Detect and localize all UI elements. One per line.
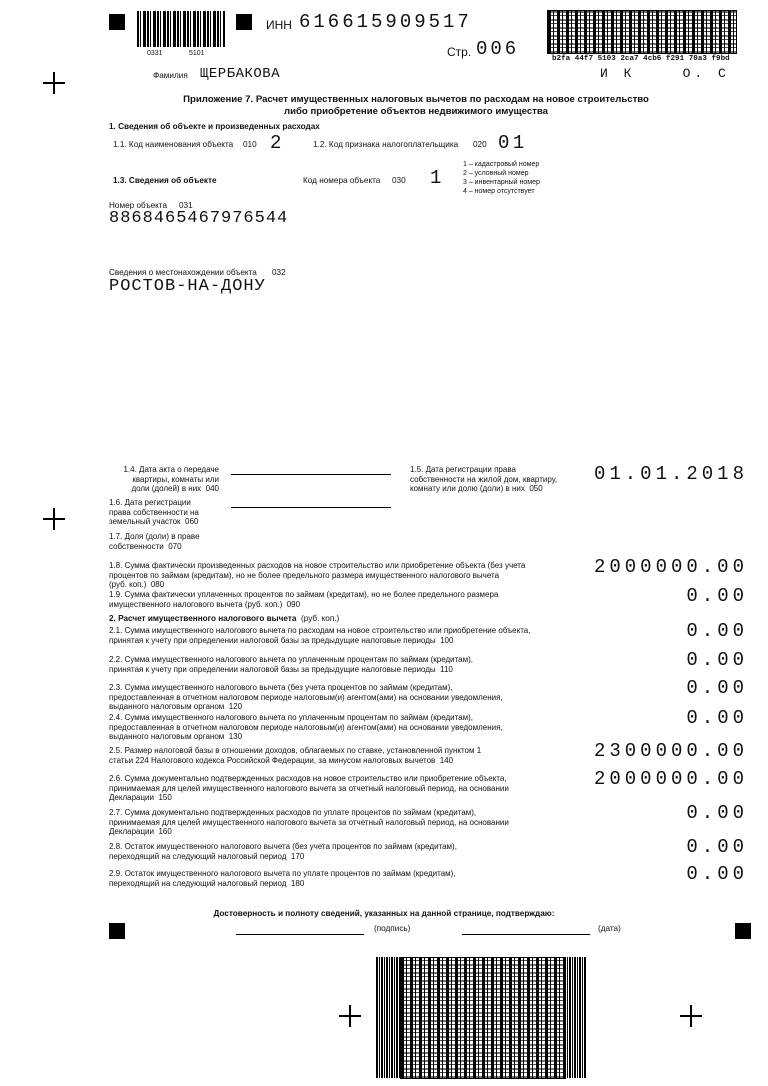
f010-label: 1.1. Код наименования объекта (113, 140, 234, 149)
f050-code: 050 (529, 484, 543, 494)
deduction-row-code: 140 (439, 755, 454, 765)
f050-value: 01.01.2018 (593, 463, 748, 485)
marker-square-bottom-right (735, 923, 751, 939)
f090-label-line: 1.9. Сумма фактически уплаченных процентов по займам (кредитам), но не более предельного размера (109, 590, 499, 599)
deduction-row-label-line: 2.8. Остаток имущественного налогового вычета (без учета процентов по займам (кредитам), (109, 842, 457, 851)
section13-heading: 1.3. Сведения об объекте (113, 176, 217, 185)
section1-heading: 1. Сведения об объекте и произведенных расходах (109, 122, 320, 131)
deduction-row-label-line: предоставленная в отчетном налоговом периоде налоговым(и) агентом(ами) на основании уведомления, (109, 692, 503, 702)
deduction-row-label-line: предоставленная в отчетном налоговом периоде налоговым(и) агентом(ами) на основании уведомления, (109, 722, 503, 732)
inn-label: ИНН (266, 18, 292, 32)
f080-label-line: процентов по займам (кредитам), но не более предельного размера имущественного налогового вычета (109, 570, 500, 580)
deduction-row-value: 0.00 (686, 836, 748, 858)
f060-label-line: права собственности на (109, 507, 199, 517)
deduction-row-label-line: принимаемая для целей имущественного налогового вычета за отчетный налоговый период, на основании (109, 817, 509, 827)
date-line[interactable] (462, 934, 590, 935)
form-title-line: Приложение 7. Расчет имущественных налоговых вычетов по расходам на новое строительство (183, 94, 649, 105)
page-value: 006 (476, 38, 520, 60)
barcode-number-left: 0331 (147, 50, 163, 57)
deduction-row-code: 160 (158, 827, 172, 837)
f060-code: 060 (185, 517, 199, 527)
deduction-row-label-line: принимаемая для целей имущественного налогового вычета за отчетный налоговый период, на основании (109, 783, 509, 793)
deduction-row-label (109, 808, 569, 837)
legend-item: 1 – кадастровый номер (463, 161, 540, 168)
section2-heading-text: 2. Расчет имущественного налогового вычета (109, 614, 297, 623)
signature-line[interactable] (236, 934, 364, 935)
f040-label (109, 465, 219, 494)
deduction-row-label-line (109, 793, 569, 803)
deduction-row-label-line: 2.9. Остаток имущественного налогового вычета по уплате процентов по займам (кредитам), (109, 869, 456, 878)
deduction-row-value: 2300000.00 (593, 740, 748, 762)
crosshair-marker (680, 1005, 702, 1027)
deduction-row-label-line (109, 665, 569, 675)
legend-item: 4 – номер отсутствует (463, 188, 535, 195)
f090-label (109, 590, 569, 609)
deduction-row-value: 0.00 (686, 677, 748, 699)
deduction-row-code: 120 (228, 702, 243, 712)
surname-value: ЩЕРБАКОВА (200, 66, 281, 82)
f090-label-line (109, 600, 569, 610)
surname-label: Фамилия (153, 71, 188, 80)
f040-code: 040 (205, 484, 219, 494)
initials-line: И К О. С (600, 66, 730, 81)
f031-value: 8868465467976544 (109, 209, 289, 228)
f080-code: 080 (150, 580, 165, 590)
f032-code: 032 (272, 268, 286, 277)
inn-value: 616615909517 (299, 11, 472, 33)
f070-label-line: 1.7. Доля (доли) в праве (109, 532, 200, 541)
deduction-row-value: 0.00 (686, 802, 748, 824)
deduction-row-label (109, 713, 569, 742)
f040-input-line[interactable] (231, 474, 391, 475)
f031-label: Номер объекта (109, 201, 168, 210)
f010-value: 2 (270, 132, 285, 154)
deduction-row-label-line (109, 732, 569, 742)
f060-label-text: земельный участок (109, 517, 181, 527)
f090-value: 0.00 (686, 585, 748, 607)
legend-item: 3 – инвентарный номер (463, 179, 540, 186)
f040-label-line: квартиры, комнаты или (132, 474, 219, 484)
deduction-row-value: 0.00 (686, 649, 748, 671)
f040-label-line: 1.4. Дата акта о передаче (123, 465, 219, 474)
f060-label-line: 1.6. Дата регистрации (109, 498, 191, 507)
deduction-row-label-line (109, 756, 569, 766)
f080-label-line (109, 580, 569, 590)
deduction-row-label (109, 655, 569, 674)
f032-value: РОСТОВ-НА-ДОНУ (109, 277, 266, 296)
qr-code-bottom (400, 957, 566, 1079)
signature-caption: (подпись) (374, 924, 411, 933)
f050-label-line: собственности на жилой дом, квартиру, (410, 474, 558, 484)
deduction-row-label (109, 683, 569, 712)
deduction-row-label-text: переходящий на следующий налоговый период (109, 878, 287, 888)
section2-heading-unit: (руб. коп.) (301, 614, 340, 623)
f020-code: 020 (473, 140, 487, 149)
deduction-row-label-text: Декларации (109, 793, 154, 803)
deduction-row-value: 0.00 (686, 707, 748, 729)
deduction-row-label (109, 746, 569, 765)
f090-label-text: имущественного налогового вычета (руб. коп.) (109, 599, 283, 609)
deduction-row-code: 150 (158, 793, 172, 803)
deduction-row-code: 170 (290, 851, 305, 861)
code-line: b2fa 44f7 5103 2ca7 4cb6 f291 70a3 f9bd (552, 55, 730, 63)
f010-code: 010 (243, 140, 257, 149)
form-title-line: либо приобретение объектов недвижимого имущества (284, 106, 548, 117)
f070-label (109, 532, 219, 551)
barcode (376, 957, 400, 1078)
deduction-row-code: 180 (290, 878, 305, 888)
f040-label-line (109, 484, 219, 494)
f031-code: 031 (179, 201, 193, 210)
f090-code: 090 (286, 599, 301, 609)
f080-label (109, 561, 569, 590)
f080-value: 2000000.00 (593, 556, 748, 578)
f050-label-line: 1.5. Дата регистрации права (410, 465, 516, 474)
f030-value: 1 (430, 167, 445, 189)
marker-square-top-mid (236, 14, 252, 30)
crosshair-marker (43, 72, 65, 94)
f020-value: 01 (498, 132, 528, 154)
f020-label: 1.2. Код признака налогоплательщика (313, 140, 459, 149)
f080-label-line: 1.8. Сумма фактически произведенных расходов на новое строительство или приобретение объекта (без учета (109, 561, 526, 570)
deduction-row-label-text: выданного налоговым органом (109, 732, 225, 742)
f060-input-line[interactable] (231, 507, 391, 508)
deduction-row-label-text: Декларации (109, 827, 154, 837)
deduction-row-label-line: 2.3. Сумма имущественного налогового вычета (без учета процентов по займам (кредитам), (109, 683, 453, 692)
f050-label-line (410, 484, 557, 494)
f050-label (410, 465, 557, 494)
confirm-text: Достоверность и полноту сведений, указанных на данной странице, подтверждаю: (213, 909, 555, 918)
f050-label-text: комнату или долю (доли) в них (410, 484, 525, 494)
deduction-row-code: 130 (228, 732, 243, 742)
deduction-row-label-line (109, 879, 569, 889)
deduction-row-label-text: статьи 224 Налогового кодекса Российской Федерации, за минусом налоговых вычетов (109, 755, 436, 765)
deduction-row-label-line (109, 827, 569, 837)
deduction-row-label (109, 626, 569, 645)
deduction-row-label (109, 774, 569, 803)
deduction-row-label-text: принятая к учету при определении налоговой базы за предыдущие налоговые периоды (109, 635, 436, 645)
deduction-row-label-text: выданного налоговым органом (109, 702, 225, 712)
deduction-row-label-line: 2.7. Сумма документально подтвержденных расходов по уплате процентов по займам (кредитам), (109, 808, 477, 817)
f070-code: 070 (168, 541, 182, 551)
deduction-row-value: 0.00 (686, 620, 748, 642)
f060-label (109, 498, 219, 527)
deduction-row-label (109, 869, 569, 888)
f030-label: Код номера объекта (303, 176, 381, 185)
deduction-row-code: 100 (440, 635, 454, 645)
section2-heading (109, 614, 339, 624)
deduction-row-code: 110 (440, 664, 453, 674)
page-label: Стр. (447, 45, 472, 59)
deduction-row-label-text: принятая к учету при определении налоговой базы за предыдущие налоговые периоды (109, 664, 436, 674)
f070-label-text: собственности (109, 541, 164, 551)
f030-code: 030 (392, 176, 406, 185)
deduction-row-label-text: переходящий на следующий налоговый период (109, 851, 287, 861)
deduction-row-label-line (109, 702, 569, 712)
marker-square-bottom-left (109, 923, 125, 939)
deduction-row-label-line (109, 852, 569, 862)
deduction-row-value: 0.00 (686, 863, 748, 885)
f040-label-text: доли (долей) в них (131, 484, 202, 494)
f060-label-line (109, 517, 219, 527)
deduction-row-label-line: 2.6. Сумма документально подтвержденных расходов на новое строительство или приобретение объекта, (109, 774, 507, 783)
deduction-row-label-line: 2.1. Сумма имущественного налогового вычета по расходам на новое строительство или приобретение объекта, (109, 626, 531, 635)
barcode (137, 11, 225, 47)
f070-label-line (109, 542, 219, 552)
f032-label: Сведения о местонахождении объекта (109, 268, 257, 277)
marker-square-top-left (109, 14, 125, 30)
barcode (564, 957, 586, 1078)
f080-label-text: (руб. коп.) (109, 580, 147, 590)
deduction-row-label-line: 2.4. Сумма имущественного налогового вычета по уплаченным процентам по займам (кредитам), (109, 713, 474, 722)
crosshair-marker (339, 1005, 361, 1027)
qr-code-top (547, 10, 737, 54)
deduction-row-label-line (109, 636, 569, 646)
f030-legend (463, 160, 540, 196)
deduction-row-label (109, 842, 569, 861)
deduction-row-value: 2000000.00 (593, 768, 748, 790)
barcode-number-right: 5101 (189, 50, 205, 57)
crosshair-marker (43, 508, 65, 530)
deduction-row-label-line: 2.5. Размер налоговой базы в отношении доходов, облагаемых по ставке, установленной пунктом 1 (109, 746, 482, 755)
deduction-row-label-line: 2.2. Сумма имущественного налогового вычета по уплаченным процентам по займам (кредитам), (109, 655, 474, 664)
date-caption: (дата) (598, 924, 621, 933)
form-title (0, 94, 768, 118)
legend-item: 2 – условный номер (463, 170, 529, 177)
